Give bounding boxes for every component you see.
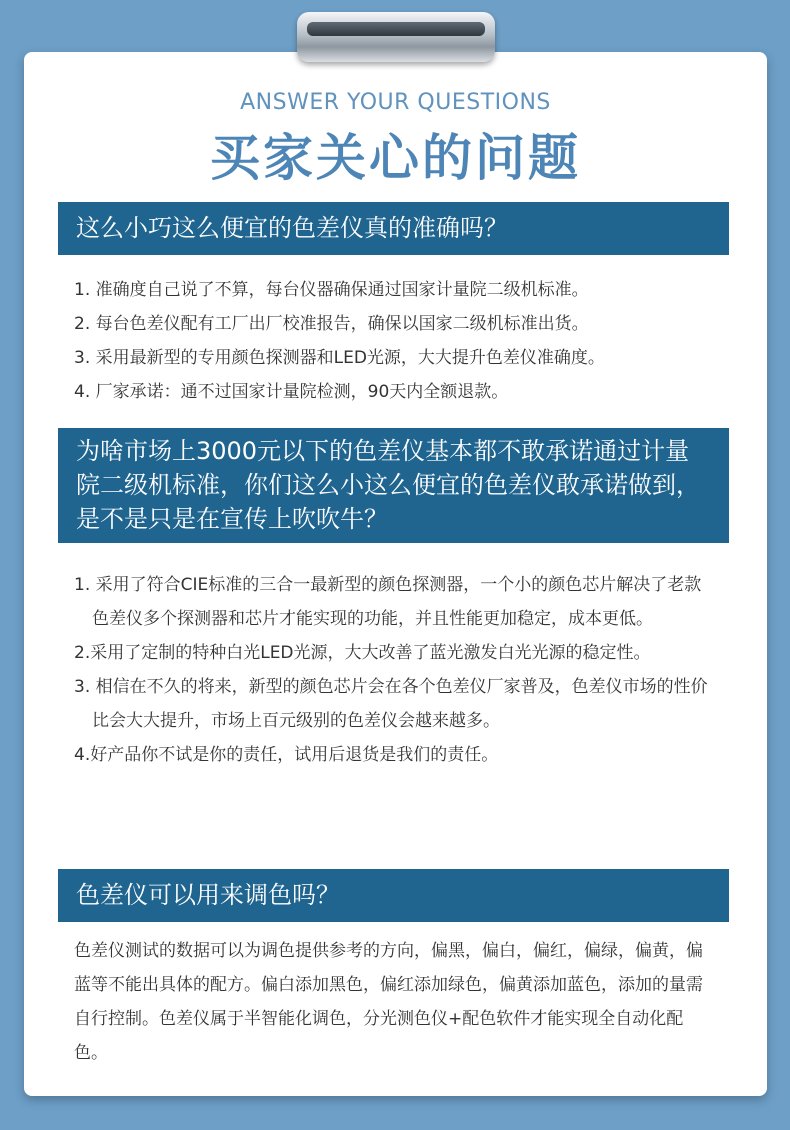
faq-card [24,52,767,1096]
page-title: 买家关心的问题 [210,129,581,187]
list-item: 4.好产品你不试是你的责任，试用后退货是我们的责任。 [74,745,499,765]
list-item: 4. 厂家承诺：通不过国家计量院检测，90天内全额退款。 [74,382,509,402]
question-heading-3: 色差仪可以用来调色吗？ [58,869,729,922]
list-item: 2. 每台色差仪配有工厂出厂校准报告，确保以国家二级机标准出货。 [74,314,589,334]
answer-paragraph-3: 色差仪测试的数据可以为调色提供参考的方向，偏黑，偏白，偏红，偏绿，偏黄，偏蓝等不能出具体的配方。偏白添加黑色，偏红添加绿色，偏黄添加蓝色，添加的量需自行控制。色差仪属于半智能化调色，分光测色仪+配色软件才能实现全自动化配色。 [74,941,703,1063]
section-eyebrow: ANSWER YOUR QUESTIONS [240,90,551,115]
clipboard-clip-icon [297,12,495,62]
list-item: 2.采用了定制的特种白光LED光源，大大改善了蓝光激发白光光源的稳定性。 [74,643,651,663]
list-item: 1. 采用了符合CIE标准的三合一最新型的颜色探测器，一个小的颜色芯片解决了老款色差仪多个探测器和芯片才能实现的功能，并且性能更加稳定，成本更低。 [74,575,702,629]
list-item: 1. 准确度自己说了不算，每台仪器确保通过国家计量院二级机标准。 [74,280,589,300]
answer-list-2 [74,568,714,772]
question-heading-1: 这么小巧这么便宜的色差仪真的准确吗？ [58,202,729,255]
list-item: 3. 相信在不久的将来，新型的颜色芯片会在各个色差仪厂家普及，色差仪市场的性价比会大大提升，市场上百元级别的色差仪会越来越多。 [74,677,708,731]
list-item: 3. 采用最新型的专用颜色探测器和LED光源，大大提升色差仪准确度。 [74,348,605,368]
answer-list-1 [74,273,714,409]
question-heading-2: 为啥市场上3000元以下的色差仪基本都不敢承诺通过计量院二级机标准，你们这么小这么便宜的色差仪敢承诺做到，是不是只是在宣传上吹吹牛？ [58,428,729,543]
